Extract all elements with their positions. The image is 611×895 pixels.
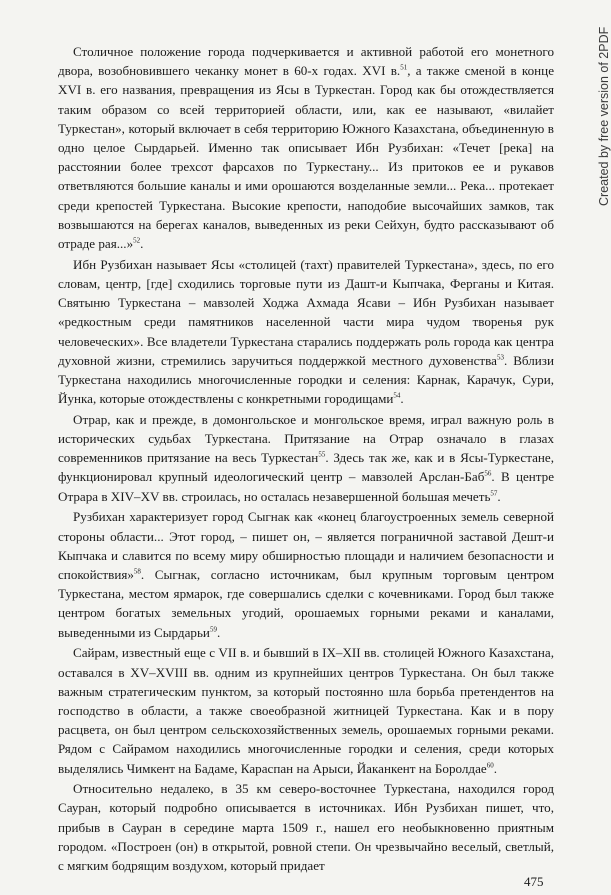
- footnote-ref: 56: [484, 470, 492, 479]
- page-number: 475: [524, 874, 544, 889]
- footnote-ref: 59: [209, 625, 217, 634]
- paragraph: [58, 507, 554, 641]
- footnote-ref: 58: [133, 567, 141, 576]
- watermark-text: Created by free version of 2PDF: [597, 26, 611, 206]
- footnote-ref: 53: [496, 353, 504, 362]
- paragraph: [58, 779, 554, 875]
- footnote-ref: 51: [400, 63, 408, 72]
- footnote-ref: 57: [490, 489, 498, 498]
- text-run: . В центре Отрара в XIV–XV вв. строилась, но осталась незавершенной большая мечеть: [58, 469, 555, 504]
- footnote-ref: 60: [486, 761, 494, 770]
- text-run: Ибн Рузбихан называет Ясы «столицей (тахт) правителей Туркестана», здесь, по его словам, центр, [где] сходились торговые пути из Дашт-и Кыпчака, Ферганы и Китая. Святыню Туркестана – мавзолей Ходжа Ахмада Ясави – Ибн Рузбихан называет «редкостным среди памятников населенной части мира чудом творенья рук человеческих». Все владетели Туркестана старались поддержать роль города как центра духовной жизни, стремились заручиться поддержкой местного духовенства: [58, 256, 554, 368]
- text-run: .: [140, 236, 144, 252]
- text-run: Сайрам, известный еще с VII в. и бывший в IX–XII вв. столицей Южного Казахстана, оставался в XV–XVIII вв. одним из крупнейших центров Туркестана. Он был также важным стратегическим пунктом, за который постоянно шла борьба претендентов на господство в области, а также своеобразной житницей Туркестана. Как и в пору расцвета, он был центром сельскохозяйственных земель, орошаемых горными реками. Рядом с Сайрамом находились многочисленные городки и селения, среди которых выделялись Чимкент на Бадаме, Караспан на Арыси, Йаканкент на Боролдае: [58, 645, 554, 776]
- footnote-ref: 52: [133, 236, 141, 245]
- paragraph: [58, 42, 554, 253]
- footnote-ref: 55: [318, 450, 326, 459]
- text-run: Отрар, как и прежде, в домонгольское и монгольское время, играл важную роль в исторических судьбах Туркестана. Притязание на Отрар означало в глазах современников притязание на весь Туркестан: [58, 411, 554, 466]
- text-run: . Вблизи Туркестана находились многочисленные городки и селения: Карнак, Карачук, Сури, Йунка, которые отождествлены с конкретными городищами: [58, 352, 554, 407]
- text-run: .: [216, 624, 221, 640]
- text-run: .: [497, 488, 501, 504]
- text-run: . Здесь так же, как и в Ясы-Туркестане, функционировал крупный идеологический центр – мавзолей Арслан-Баб: [58, 450, 555, 485]
- text-run: .: [400, 391, 404, 407]
- footnote-ref: 54: [393, 391, 401, 400]
- text-run: Относительно недалеко, в 35 км северо-восточнее Туркестана, находился город Сауран, который подробно описывается в источниках. Ибн Рузбихан пишет, что, прибыв в Сауран в середине марта 1509 г., нашел его необыкновенно приятным городом. «Построен (он) в открытой, ровной степи. Он чрезвычайно веселый, светлый, с мягким бодрящим воздухом, который придает: [58, 781, 554, 874]
- text-run: . Сыгнак, согласно источникам, был крупным торговым центром Туркестана, местом ярмарок, где совершались сделки с кочевниками. Город был также центром богатых земельных угодий, орошаемых горными реками и каналами, выведенными из Сырдарьи: [58, 566, 554, 640]
- text-run: Столичное положение города подчеркивается и активной работой его монетного двора, возобновившего чеканку монет в 60-х годах. XVI в.: [58, 44, 554, 79]
- paragraph: [58, 410, 554, 506]
- text-run: , а также сменой в конце XVI в. его названия, превращения из Ясы в Туркестан. Город как бы отождествляется таким образом со всей территорией области, или, как ее называют, «вилайет Туркестан», который включает в себя территорию Южного Казахстана, объединенную в одно целое Сырдарьей. Именно так описывает Ибн Рузбихан: «Течет [река] на расстоянии более трехсот фарсахов по Туркестану... Из притоков ее и рукавов ответвляются большие каналы и ими орошаются возделанные земли... Река... протекает среди крепостей Туркестана. Высокие крепости, наподобие высочайших замков, так возвышаются на берегах каналов, выведенных из реки Сейхун, будто рассказывают об отраде рая...»: [58, 63, 555, 252]
- paragraph: [58, 255, 554, 409]
- paragraph: [58, 643, 554, 777]
- text-run: Рузбихан характеризует город Сыгнак как «конец благоустроенных земель северной стороны области... Этот город, – пишет он, – является пограничной заставой Дешт-и Кыпчака и славится по всему миру обширностью площади и наличием безопасности и спокойствия»: [58, 509, 554, 582]
- text-run: .: [493, 760, 497, 776]
- page-body: [58, 42, 554, 877]
